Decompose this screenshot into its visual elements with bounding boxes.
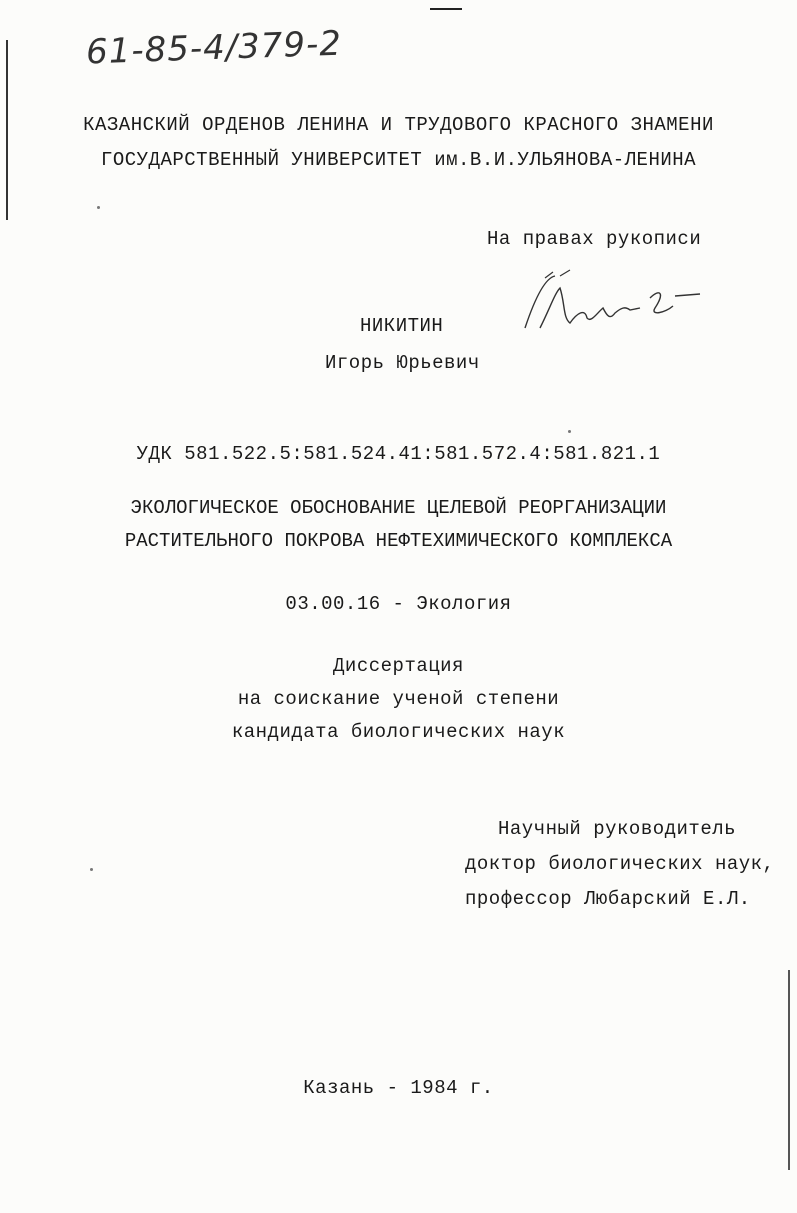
supervisor-line-3: профессор Любарский Е.Л. [465,888,751,910]
specialty: 03.00.16 - Экология [285,593,512,615]
supervisor-line-1: Научный руководитель [498,818,737,840]
manuscript-rights: На правах рукописи [487,228,702,250]
title-line-1: ЭКОЛОГИЧЕСКОЕ ОБОСНОВАНИЕ ЦЕЛЕВОЙ РЕОРГАНИЗАЦИИ [130,497,667,519]
scan-speck [97,206,100,209]
scan-edge [788,970,790,1170]
author-given-names: Игорь Юрьевич [325,352,480,374]
author-signature [515,268,705,348]
udc-code: УДК 581.522.5:581.524.41:581.572.4:581.821.1 [136,443,661,465]
place-year: Казань - 1984 г. [303,1077,494,1099]
author-surname: НИКИТИН [360,315,444,337]
archive-number: 61-85-4/379-2 [85,23,343,73]
institution-line-2: ГОСУДАРСТВЕННЫЙ УНИВЕРСИТЕТ им.В.И.УЛЬЯНОВА-ЛЕНИНА [100,149,697,171]
degree-line-3: кандидата биологических наук [231,721,566,743]
supervisor-line-2: доктор биологических наук, [465,853,775,875]
institution-line-1: КАЗАНСКИЙ ОРДЕНОВ ЛЕНИНА И ТРУДОВОГО КРАСНОГО ЗНАМЕНИ [83,114,714,136]
degree-line-1: Диссертация [333,655,464,677]
degree-line-2: на соискание ученой степени [237,688,560,710]
scan-speck [568,430,571,433]
scan-speck [90,868,93,871]
title-line-2: РАСТИТЕЛЬНОГО ПОКРОВА НЕФТЕХИМИЧЕСКОГО КОМПЛЕКСА [124,530,673,552]
top-rule [430,8,462,10]
